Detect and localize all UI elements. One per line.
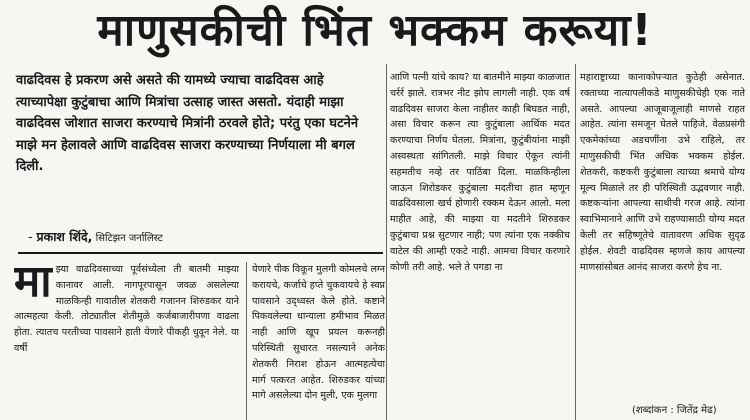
column-1-text: झ्या वाढदिवसाच्या पूर्वसंध्येला ती बातमी माझ्या कानावर आली. नागपूरपासून जवळ असलेल्या माळकिन्ही गावातील शेतकरी गजानन शिरुडकर याने आत्महत्या केली. तोट्यातील शेतीमुळे कर्जबाजारीपणा वाढला होता. त्यातच परतीच्या पावसाने हाती येणारे पीकही धुवून नेले. या वर्षी — [14, 264, 239, 354]
column-divider — [386, 64, 387, 420]
section-rule — [18, 252, 383, 254]
column-divider — [575, 64, 576, 420]
article-column-1 — [14, 262, 239, 420]
byline-author: प्रकाश शिंदे, — [36, 229, 93, 244]
intro-paragraph: वाढदिवस हे प्रकरण असे असते की यामध्ये ज्याचा वाढदिवस आहे त्याच्यापेक्षा कुटुंबाचा आणि मित्रांचा उत्साह जास्त असतो. यंदाही माझा वाढदिवस जोशात साजरा करण्याचे मित्रांनी ठरवले होते; परंतु एका घटनेने माझे मन हेलावले आणि वाढदिवस साजरा करण्याच्या निर्णयाला मी बगल दिली. — [16, 73, 359, 174]
column-divider — [246, 262, 247, 420]
article-column-3: आणि पत्नी यांचे काय? या बातमीने माझ्या काळजात चर्रर्र झाले. रात्रभर नीट झोप लागली नाही. एक वर्ष वाढदिवस साजरा केला नाहीतर काही बिघडत नाही, असा विचार करून त्या कुटुंबाला आर्थिक मदत करण्याचा निर्णय घेतला. मित्रांना, कुटुंबीयांना माझी अस्वस्थता सांगितली. माझे विचार ऐकून त्यांनी सहमतीच नव्हे तर पाठिंबा दिला. माळकिन्हीला जाऊन शिरोडकर कुटुंबाला मदतीचा हात म्हणून वाढदिवसाला खर्च होणारी रक्कम देऊन आलो. मला माहीत आहे, की माझ्या या मदतीने शिरुडकर कुटुंबाचा प्रश्न सुटणार नाही; पण त्यांना एक नक्कीच वाटेल की आम्ही एकटे नाही. आमचा विचार करणारे कोणी तरी आहे. भले ते पगडा ना — [390, 72, 570, 273]
byline — [28, 228, 378, 245]
headline: माणुसकीची भिंत भक्कम करूया! — [97, 5, 653, 56]
credit-line: (शब्दांकन : जितेंद्र मेढ) — [632, 405, 717, 416]
byline-role: सिटिझन जर्नालिस्ट — [92, 233, 163, 244]
drop-cap: मा — [14, 262, 52, 307]
article-column-2: येणारे पीक विकून मुलगी कोमलचे लग्न करायचे, कर्जाचे हप्ते चुकवायचे हे स्वप्न पावसाने उद्ध्वस्त केले होते. कष्टाने पिकवलेल्या धान्याला हमीभाव मिळत नाही आणि खूप प्रयत्न करूनही परिस्थिती सुधारत नसल्याने अनेक शेतकरी निराश होऊन आत्महत्येचा मार्ग पत्करत आहेत. शिरुडकर यांच्या मागे असलेल्या दोन मुली, एक मुलगा — [252, 264, 385, 402]
article-column-4: महाराष्ट्राच्या कानाकोपऱ्यात कुठेही असेनात. रक्ताच्या नात्यापलीकडे माणुसकीचेही एक नाते असते. आपल्या आजूबाजूलाही माणसे राहत आहेत. त्यांना समजून घेतले पाहिजे. वेळप्रसंगी एकमेकांच्या अडचणींना उभे राहिले, तर माणुसकीची भिंत अधिक भक्कम होईल. शेतकरी, कष्टकरी कुटुंबाला त्याच्या श्रमाचे योग्य मूल्य मिळाले तर ही परिस्थिती उद्भवणार नाही. कष्टकऱ्यांना आपल्या साथीची गरज आहे. त्यांना स्वाभिमानाने आणि उभे राहण्यासाठी योग्य मदत केली तर सहिष्णूतेचे वातावरण अधिक सुदृढ होईल. शेवटी वाढदिवस म्हणजे काय आपल्या माणसांसोबत आनंद साजरा करणे हेच ना. — [580, 72, 745, 273]
byline-dash: - — [28, 229, 37, 244]
